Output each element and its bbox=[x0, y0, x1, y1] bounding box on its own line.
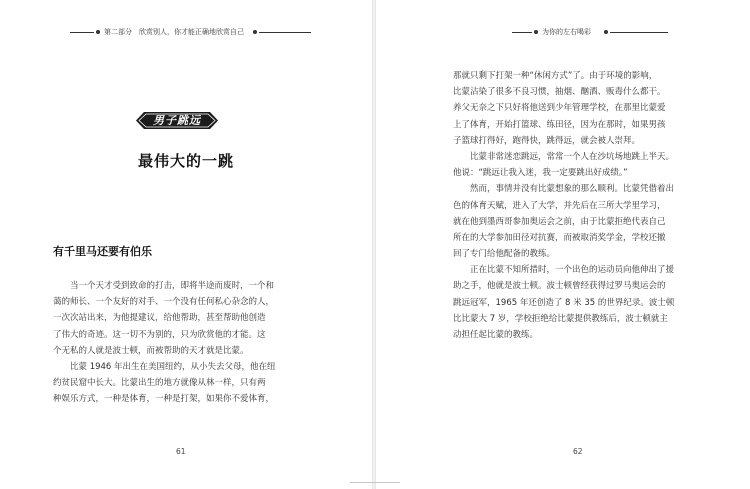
text-line: 比蒙非常迷恋跳远，常常一个人在沙坑场地跳上半天。 bbox=[470, 151, 675, 162]
chapter-badge bbox=[136, 112, 218, 129]
left-running-head-text: 第二部分 欣赏别人，你才能正确地欣赏自己 bbox=[104, 28, 244, 36]
header-rule bbox=[610, 32, 668, 33]
header-dot bbox=[604, 30, 608, 34]
text-line: 色的体育天赋，进入了大学，并先后在三所大学里学习， bbox=[453, 200, 666, 211]
text-line: 种娱乐方式，一种是体育，一种是打架，如果你不爱体育， bbox=[53, 394, 275, 405]
header-dot bbox=[96, 30, 100, 34]
left-page bbox=[0, 0, 372, 489]
badge-label: 男子跳远 bbox=[153, 114, 201, 127]
text-line: 比蒙 1946 年出生在美国纽约，从小失去父母，他在纽 bbox=[70, 361, 276, 372]
text-line: 所在的大学参加田径对抗赛，而被取消奖学金，学校还撤 bbox=[453, 232, 666, 243]
right-body-text bbox=[453, 68, 705, 343]
text-line: 比蒙沾染了很多不良习惯，抽烟、酗酒、贩毒什么都干。 bbox=[453, 87, 666, 98]
text-line: 一次次站出来，为他提建议，给他帮助，甚至帮助他创造 bbox=[53, 313, 266, 324]
text-line: 养父无奈之下只好将他送到少年管理学校，在那里比蒙爱 bbox=[453, 103, 666, 114]
page-number: 62 bbox=[573, 447, 583, 456]
header-dot bbox=[534, 30, 538, 34]
right-running-head-text: 为你的左右喝彩 bbox=[542, 28, 591, 36]
text-line: 个无私的人就是波士顿，而被帮助的天才就是比蒙。 bbox=[53, 345, 249, 356]
text-line: 约贫民窟中长大。比蒙出生的地方就像从林一样，只有两 bbox=[53, 378, 266, 389]
right-running-head bbox=[376, 27, 750, 39]
left-body-text bbox=[53, 278, 307, 408]
right-page bbox=[376, 0, 750, 489]
header-dot bbox=[253, 30, 257, 34]
text-line: 那就只剩下打架一种“休闲方式”了。由于环境的影响， bbox=[453, 71, 658, 81]
page-number: 61 bbox=[176, 447, 186, 456]
text-line: 回了专门给他配备的教练。 bbox=[453, 249, 556, 260]
header-rule bbox=[70, 32, 94, 33]
text-line: 他说：“跳远让我入迷，我一定要跳出好成绩。” bbox=[453, 168, 628, 179]
text-line: 就在他到墨西哥参加奥运会之前，由于比蒙拒绝代表自己 bbox=[453, 216, 666, 227]
text-line: 正在比蒙不知所措时，一个出色的运动员向他伸出了援 bbox=[470, 265, 675, 276]
text-line: 上了体育，开始打篮球、练田径，因为在那时，如果男孩 bbox=[453, 119, 666, 130]
header-rule bbox=[512, 32, 532, 33]
text-line: 跳远冠军，1965 年还创造了 8 米 35 的世界纪录。波士顿 bbox=[453, 297, 675, 308]
text-line: 蔼的师长、一个友好的对手、一个没有任何私心杂念的人， bbox=[53, 297, 275, 308]
left-running-head bbox=[0, 27, 372, 39]
chapter-title: 最伟大的一跳 bbox=[137, 152, 234, 170]
text-line: 然而，事情并没有比蒙想象的那么顺利。比蒙凭借着出 bbox=[470, 184, 675, 195]
text-line: 当一个天才受到致命的打击，即将半途而废时，一个和 bbox=[70, 281, 275, 291]
text-line: 动担任起比蒙的教练。 bbox=[453, 330, 539, 340]
text-line: 子篮球打得好，跑得快，跳得远，就会被人崇拜。 bbox=[453, 135, 641, 146]
header-rule bbox=[259, 32, 311, 33]
section-heading: 有千里马还要有伯乐 bbox=[53, 245, 152, 258]
text-line: 比比蒙大 7 岁，学校拒绝给比蒙提供教练后，波士顿就主 bbox=[453, 313, 668, 324]
text-line: 了伟大的奇迹。这一切不为别的，只为欣赏他的才能。这 bbox=[53, 329, 266, 340]
text-line: 助之手，他就是波士顿。波士顿曾经获得过罗马奥运会的 bbox=[453, 281, 666, 292]
